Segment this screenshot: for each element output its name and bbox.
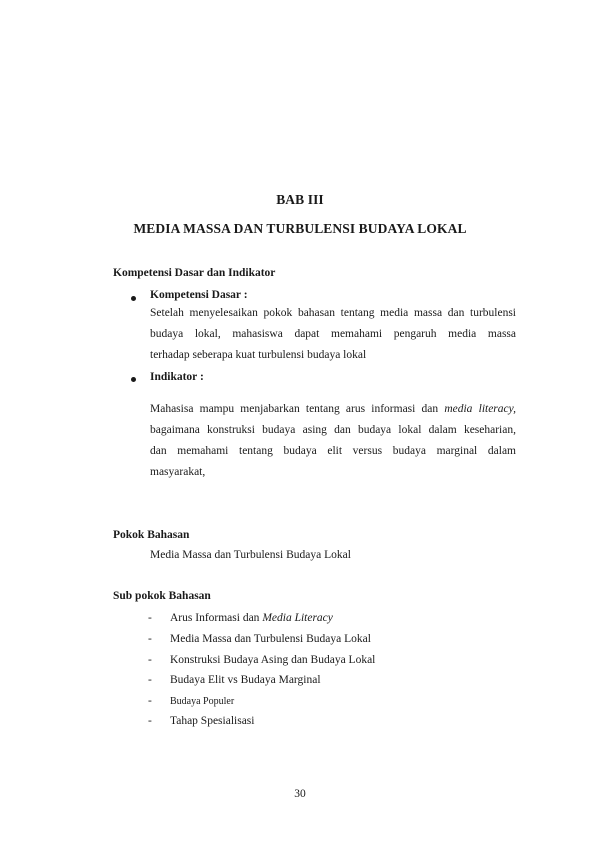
list-dash: - — [148, 633, 152, 645]
list-item: Konstruksi Budaya Asing dan Budaya Lokal — [170, 654, 376, 666]
indikator-label: Indikator : — [150, 371, 204, 383]
bullet-dot-icon — [131, 296, 136, 301]
list-item: Budaya Elit vs Budaya Marginal — [170, 674, 321, 686]
bullet-dot-icon — [131, 377, 136, 382]
list-dash: - — [148, 654, 152, 666]
indikator-line1-text: Mahasisa mampu menjabarkan tentang arus informasi dan — [150, 403, 445, 415]
media-literacy-italic: media literacy, — [444, 403, 516, 415]
list-dash: - — [148, 695, 152, 707]
chapter-title: MEDIA MASSA DAN TURBULENSI BUDAYA LOKAL — [133, 221, 467, 236]
paragraph-line: masyarakat, — [150, 466, 206, 478]
list-item-text: Arus Informasi dan — [170, 612, 263, 624]
paragraph-line: terhadap seberapa kuat turbulensi budaya lokal — [150, 349, 367, 361]
list-item-italic: Media Literacy — [262, 612, 333, 624]
list-dash: - — [148, 715, 152, 727]
list-item: Budaya Populer — [170, 696, 235, 707]
paragraph-line: Setelah menyelesaikan pokok bahasan tentang media massa dan turbulensi — [150, 307, 516, 319]
subpokok-heading: Sub pokok Bahasan — [113, 590, 211, 602]
pokok-text: Media Massa dan Turbulensi Budaya Lokal — [150, 549, 351, 561]
page-number: 30 — [294, 788, 306, 800]
list-dash: - — [148, 612, 152, 624]
list-item — [170, 612, 333, 624]
list-dash: - — [148, 674, 152, 686]
paragraph-line: dan memahami tentang budaya elit versus budaya marginal dalam — [150, 445, 516, 457]
list-item: Media Massa dan Turbulensi Budaya Lokal — [170, 633, 371, 645]
paragraph-line: budaya lokal, mahasiswa dapat memahami pengaruh media massa — [150, 328, 516, 340]
kompetensi-dasar-label: Kompetensi Dasar : — [150, 289, 248, 301]
list-item: Tahap Spesialisasi — [170, 715, 255, 727]
paragraph-line: bagaimana konstruksi budaya asing dan budaya lokal dalam keseharian, — [150, 424, 516, 436]
indikator-paragraph — [150, 399, 516, 483]
paragraph-line — [150, 399, 516, 420]
kompetensi-dasar-paragraph — [150, 303, 516, 366]
pokok-heading: Pokok Bahasan — [113, 529, 190, 541]
kompetensi-heading: Kompetensi Dasar dan Indikator — [113, 267, 276, 279]
chapter-number: BAB III — [276, 192, 324, 207]
